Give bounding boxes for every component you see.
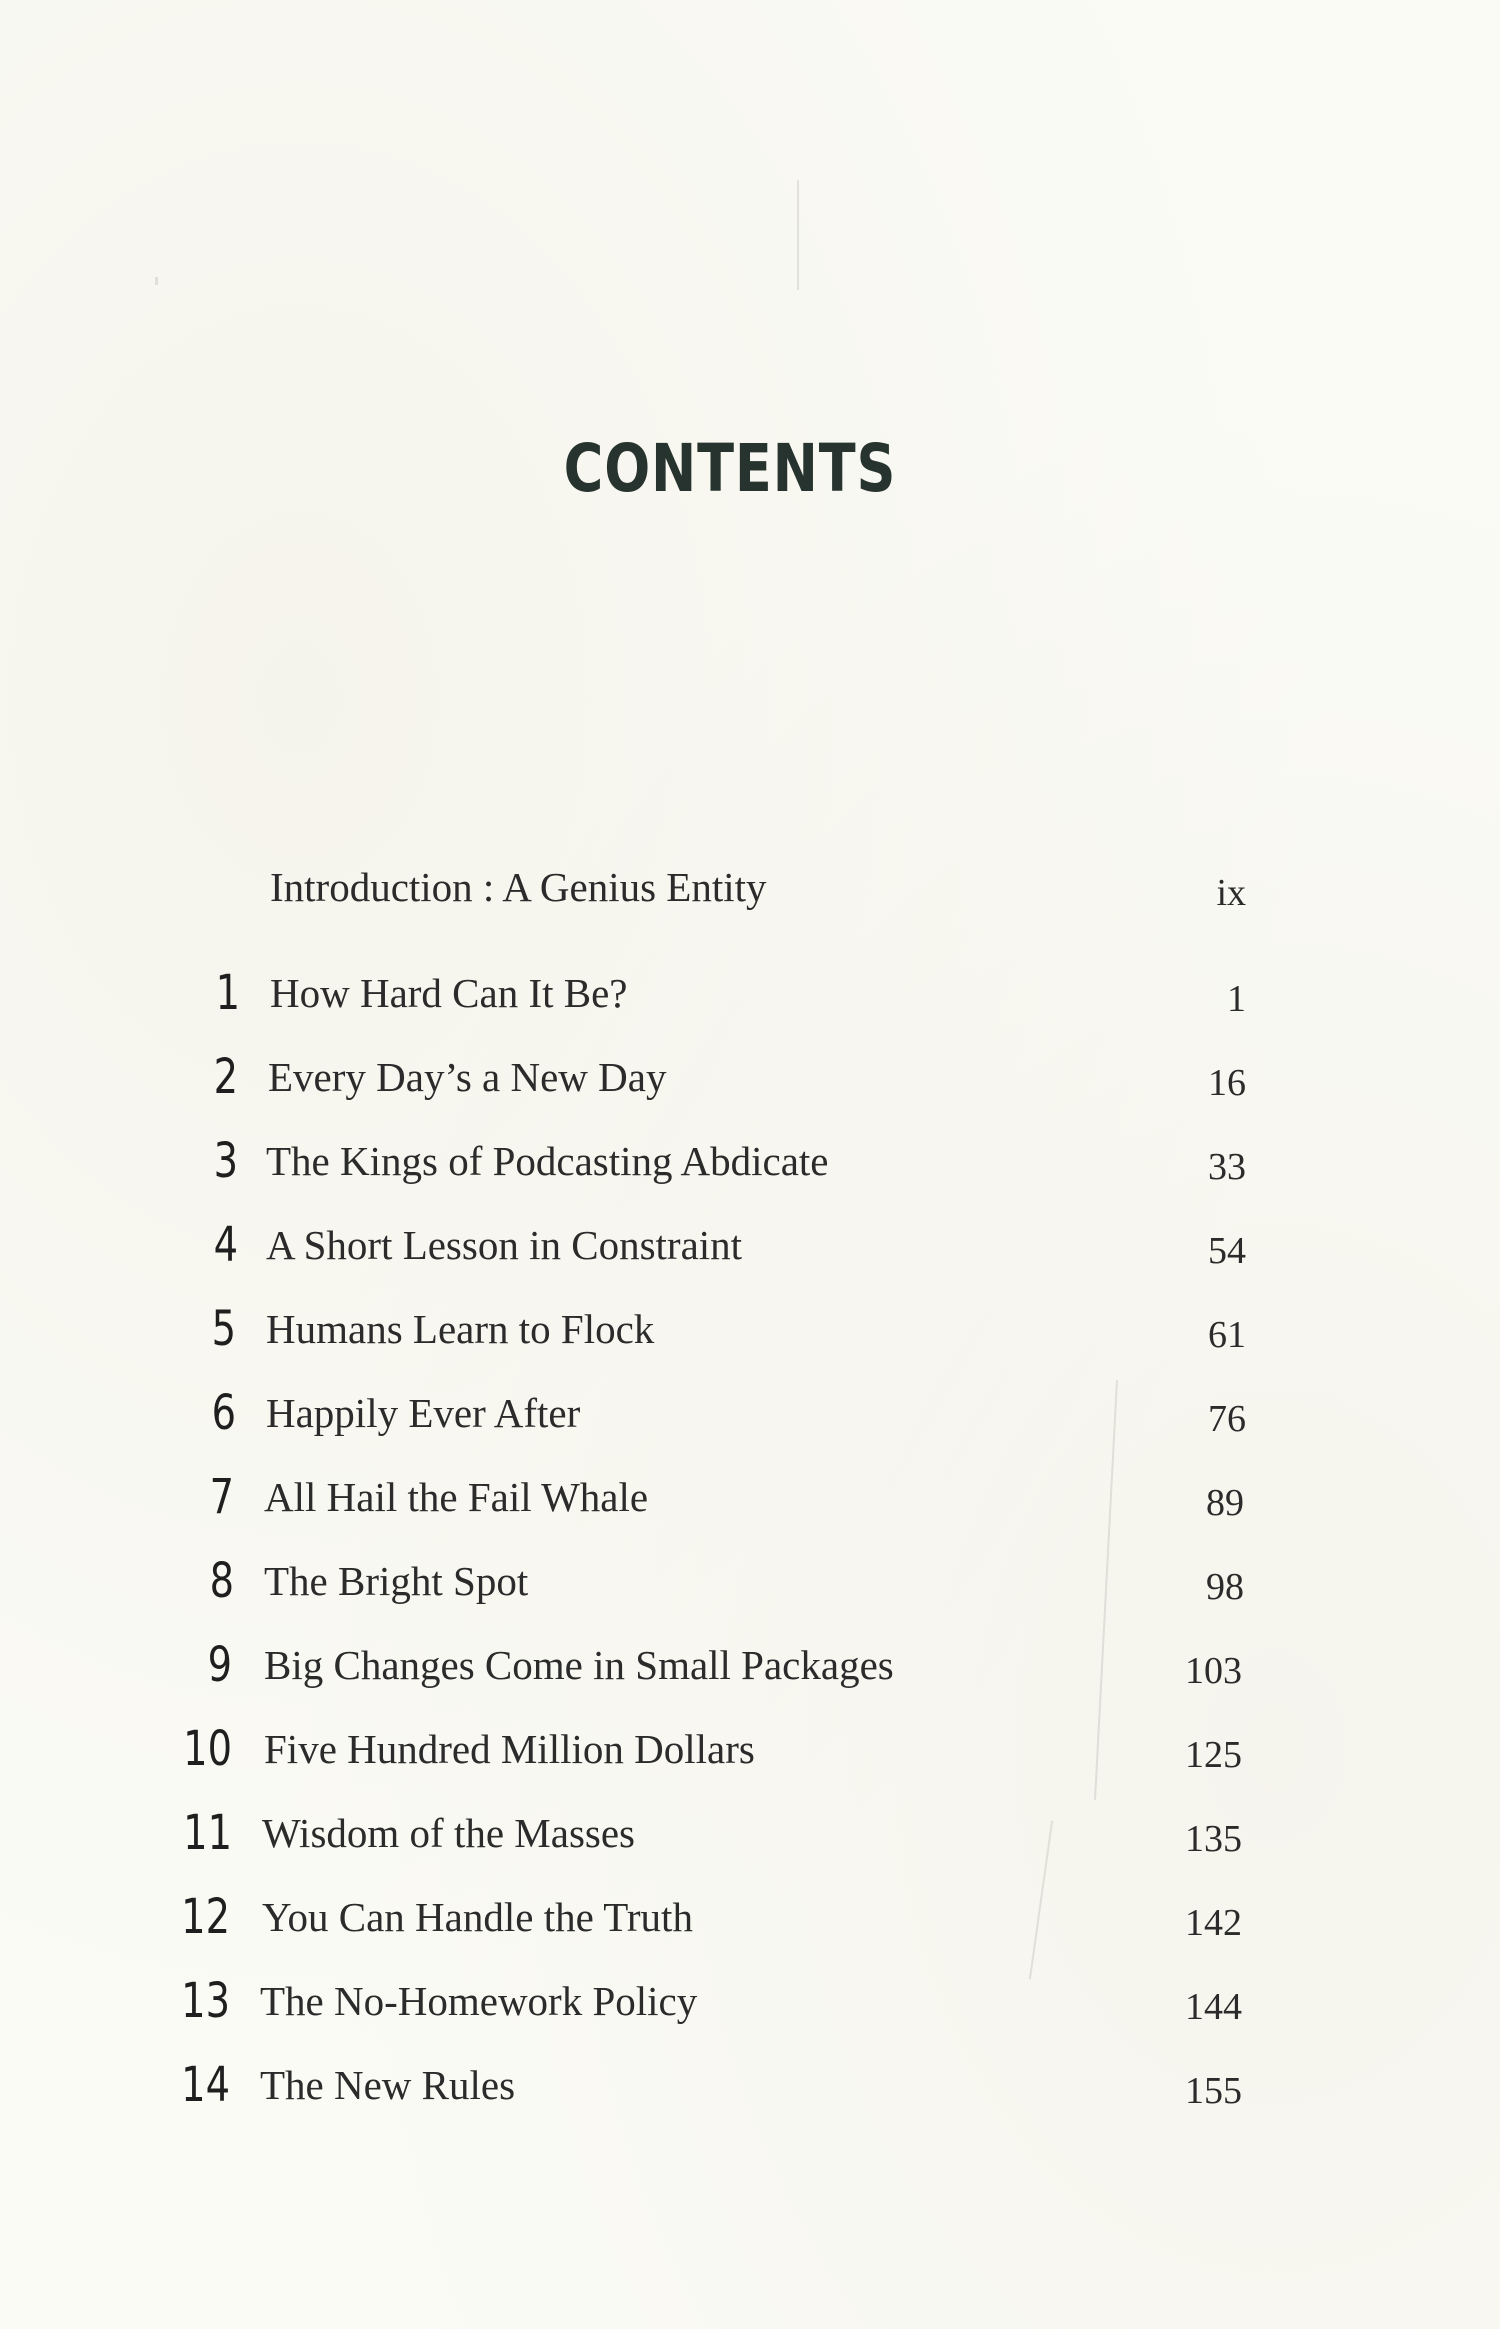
toc-chapter-row	[0, 963, 1500, 1023]
toc-chapter-row	[0, 2055, 1500, 2115]
chapter-title: The Bright Spot	[264, 1558, 529, 1604]
chapter-title: The No-Homework Policy	[260, 1978, 698, 2024]
toc-chapter-row	[0, 1551, 1500, 1611]
chapter-title: Wisdom of the Masses	[262, 1810, 636, 1856]
chapter-page-number: 135	[1185, 1818, 1242, 1860]
chapter-number: 9	[207, 1637, 232, 1693]
chapter-page-number: 142	[1185, 1902, 1242, 1944]
chapter-page-number: 54	[1208, 1230, 1246, 1272]
chapter-page-number: 103	[1185, 1650, 1242, 1692]
chapter-title: The Kings of Podcasting Abdicate	[266, 1138, 829, 1184]
chapter-title: How Hard Can It Be?	[270, 970, 628, 1016]
toc-chapter-row	[0, 1047, 1500, 1107]
chapter-page-number: 89	[1206, 1482, 1244, 1524]
chapter-title: Big Changes Come in Small Packages	[264, 1642, 894, 1688]
page-title: CONTENTS	[563, 430, 897, 507]
chapter-title: A Short Lesson in Constraint	[266, 1222, 743, 1268]
intro-page-number: ix	[1216, 872, 1246, 914]
toc-chapter-row	[0, 1887, 1500, 1947]
chapter-number: 13	[181, 1973, 230, 2029]
chapter-title: You Can Handle the Truth	[262, 1894, 693, 1940]
toc-chapter-row	[0, 1719, 1500, 1779]
toc-chapter-row	[0, 1383, 1500, 1443]
chapter-number: 6	[211, 1385, 236, 1441]
chapter-page-number: 144	[1185, 1986, 1242, 2028]
chapter-number: 1	[215, 965, 240, 1021]
chapter-page-number: 125	[1185, 1734, 1242, 1776]
chapter-number: 8	[209, 1553, 234, 1609]
chapter-number: 2	[213, 1049, 238, 1105]
toc-chapter-row	[0, 1635, 1500, 1695]
chapter-title: Every Day’s a New Day	[268, 1054, 667, 1100]
toc-chapter-row	[0, 1467, 1500, 1527]
chapter-page-number: 33	[1208, 1146, 1246, 1188]
toc-intro-row	[0, 857, 1500, 917]
chapter-number: 12	[181, 1889, 230, 1945]
chapter-title: Five Hundred Million Dollars	[264, 1726, 755, 1772]
chapter-title: Happily Ever After	[266, 1390, 581, 1436]
chapter-number: 4	[213, 1217, 238, 1273]
chapter-number: 14	[181, 2057, 230, 2113]
toc-chapter-row	[0, 1803, 1500, 1863]
chapter-title: The New Rules	[260, 2062, 516, 2108]
chapter-number: 3	[213, 1133, 238, 1189]
chapter-number: 7	[209, 1469, 234, 1525]
toc-chapter-row	[0, 1299, 1500, 1359]
chapter-page-number: 16	[1208, 1062, 1246, 1104]
chapter-number: 11	[183, 1805, 232, 1861]
intro-title: Introduction : A Genius Entity	[270, 864, 767, 910]
toc-chapter-row	[0, 1215, 1500, 1275]
chapter-page-number: 98	[1206, 1566, 1244, 1608]
chapter-page-number: 61	[1208, 1314, 1246, 1356]
chapter-number: 5	[211, 1301, 236, 1357]
chapter-number: 10	[183, 1721, 232, 1777]
chapter-page-number: 76	[1208, 1398, 1246, 1440]
toc-chapter-row	[0, 1131, 1500, 1191]
chapter-page-number: 1	[1227, 978, 1246, 1020]
chapter-title: Humans Learn to Flock	[266, 1306, 655, 1352]
toc-chapter-row	[0, 1971, 1500, 2031]
chapter-title: All Hail the Fail Whale	[264, 1474, 649, 1520]
chapter-page-number: 155	[1185, 2070, 1242, 2112]
